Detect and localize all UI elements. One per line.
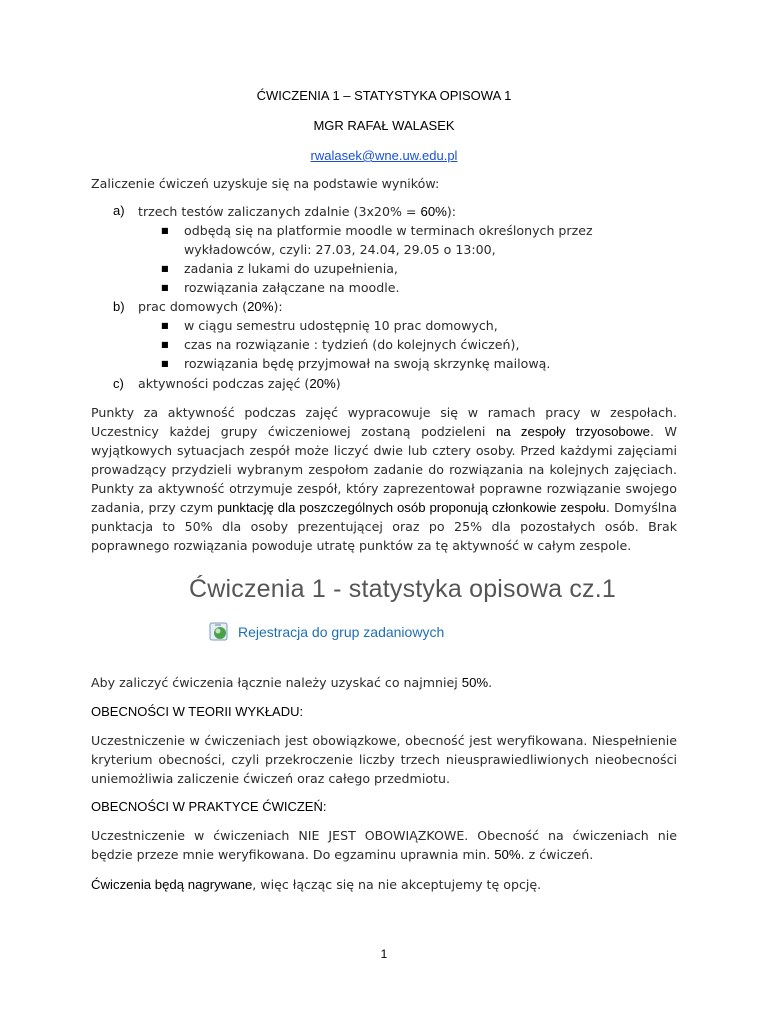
item-b-label: b): [113, 299, 125, 314]
activity-bold-1: na zespoły trzyosobowe: [495, 424, 650, 439]
item-a-label: a): [113, 203, 125, 218]
document-title: ĆWICZENIA 1 – STATYSTYKA OPISOWA 1: [256, 88, 512, 103]
pass-requirement: [91, 673, 492, 692]
item-b-text-after: ):: [273, 299, 283, 314]
activity-text-1: Punkty za aktywność podczas zajęć wypracowuje się w ramach pracy w zespołach. Uczestnicy każdej grupy ćwiczeniowej zostaną podzieleni: [91, 405, 677, 439]
moodle-registration-link[interactable]: Rejestracja do grup zadaniowych: [238, 624, 445, 640]
bullet-icon: ■: [161, 283, 169, 292]
recording-bold: Ćwiczenia będą nagrywane: [91, 877, 253, 892]
bullet-icon: ■: [161, 264, 169, 273]
moodle-choice-icon: [209, 621, 231, 643]
bullet-icon: ■: [161, 340, 169, 349]
item-b-percent: 20%: [247, 299, 274, 314]
item-a-percent: 60%: [420, 204, 447, 219]
recording-note: [91, 875, 541, 894]
email-link[interactable]: rwalasek@wne.uw.edu.pl: [310, 148, 458, 163]
item-a-bullet-1-cont: wykładowców, czyli: 27.03, 24.04, 29.05 o 13:00,: [184, 242, 496, 257]
intro-text: Zaliczenie ćwiczeń uzyskuje się na podstawie wyników:: [91, 176, 440, 191]
activity-paragraph: [91, 403, 677, 555]
practice-percent: 50%: [494, 847, 521, 862]
item-a-bullet-3: rozwiązania załączane na moodle.: [184, 280, 400, 295]
moodle-section-title: Ćwiczenia 1 - statystyka opisowa cz.1: [189, 575, 617, 603]
item-b-bullet-2: czas na rozwiązanie : tydzień (do kolejnych ćwiczeń),: [184, 337, 520, 352]
activity-text-2: . W wyjątkowych sytuacjach zespół może liczyć dwie lub cztery osoby. Przed każdymi zajęciami prowadzący przydzieli wybranym zespołom zadanie do rozwiązania na kolejnych zajęciach. Punkty za aktywność otrzymuje zespół, który zaprezentował poprawne rozwiązanie swojego zadania, przy czym: [91, 424, 677, 515]
practice-attendance-text: [91, 826, 677, 864]
activity-bold-2: punktację dla poszczególnych osób proponują członkowie zespołu: [217, 500, 606, 515]
pass-percent: 50%: [461, 675, 489, 690]
page-number: 1: [380, 947, 388, 961]
bullet-icon: ■: [161, 359, 169, 368]
practice-text-2: . z ćwiczeń.: [520, 847, 594, 862]
item-c-text-before: aktywności podczas zajęć (: [138, 376, 310, 391]
item-c-label: c): [113, 376, 124, 391]
bullet-icon: ■: [161, 226, 169, 235]
item-a-bullet-1: odbędą się na platformie moodle w terminach określonych przez: [184, 223, 593, 238]
item-b-bullet-3: rozwiązania będę przyjmował na swoją skrzynkę mailową.: [184, 356, 551, 371]
item-a-text-before: trzech testów zaliczanych zdalnie (3x20% =: [138, 204, 421, 219]
item-c-text: [138, 374, 341, 393]
item-c-percent: 20%: [309, 376, 336, 391]
lecture-attendance-text: Uczestniczenie w ćwiczeniach jest obowiązkowe, obecność jest weryfikowana. Niespełnienie kryterium obecności, czyli przekroczenie liczby trzech nieusprawiedliwionych nieobecności uniemożliwia zaliczenie ćwiczeń oraz całego przedmiotu.: [91, 733, 677, 786]
item-b-text-before: prac domowych (: [138, 299, 248, 314]
item-a-text-after: ):: [446, 204, 457, 219]
activity-text-3: . Domyślna punktacja to 50% dla osoby prezentującej oraz po 25% dla pozostałych osób. Brak poprawnego rozwiązania powoduje utratę punktów za tę aktywność w całym zespole.: [91, 500, 677, 553]
lecture-attendance-heading: OBECNOŚCI W TEORII WYKŁADU:: [91, 704, 304, 719]
item-a-text: [138, 202, 456, 221]
pass-after: .: [488, 675, 493, 690]
email-line: [0, 145, 768, 164]
item-a-bullet-2: zadania z lukami do uzupełnienia,: [184, 261, 398, 276]
item-c-text-after: ): [335, 376, 341, 391]
item-b-bullet-1: w ciągu semestru udostępnię 10 prac domowych,: [184, 318, 498, 333]
author-name: MGR RAFAŁ WALASEK: [313, 118, 455, 133]
practice-attendance-heading: OBECNOŚCI W PRAKTYCE ĆWICZEŃ:: [91, 799, 327, 814]
pass-text: Aby zaliczyć ćwiczenia łącznie należy uzyskać co najmniej: [91, 675, 462, 690]
item-b-text: [138, 297, 283, 316]
recording-text: , więc łącząc się na nie akceptujemy tę opcję.: [252, 877, 542, 892]
bullet-icon: ■: [161, 321, 169, 330]
practice-text-1: Uczestniczenie w ćwiczeniach NIE JEST OBOWIĄZKOWE. Obecność na ćwiczeniach nie będzie przeze mnie weryfikowana. Do egzaminu uprawnia min.: [91, 828, 677, 862]
